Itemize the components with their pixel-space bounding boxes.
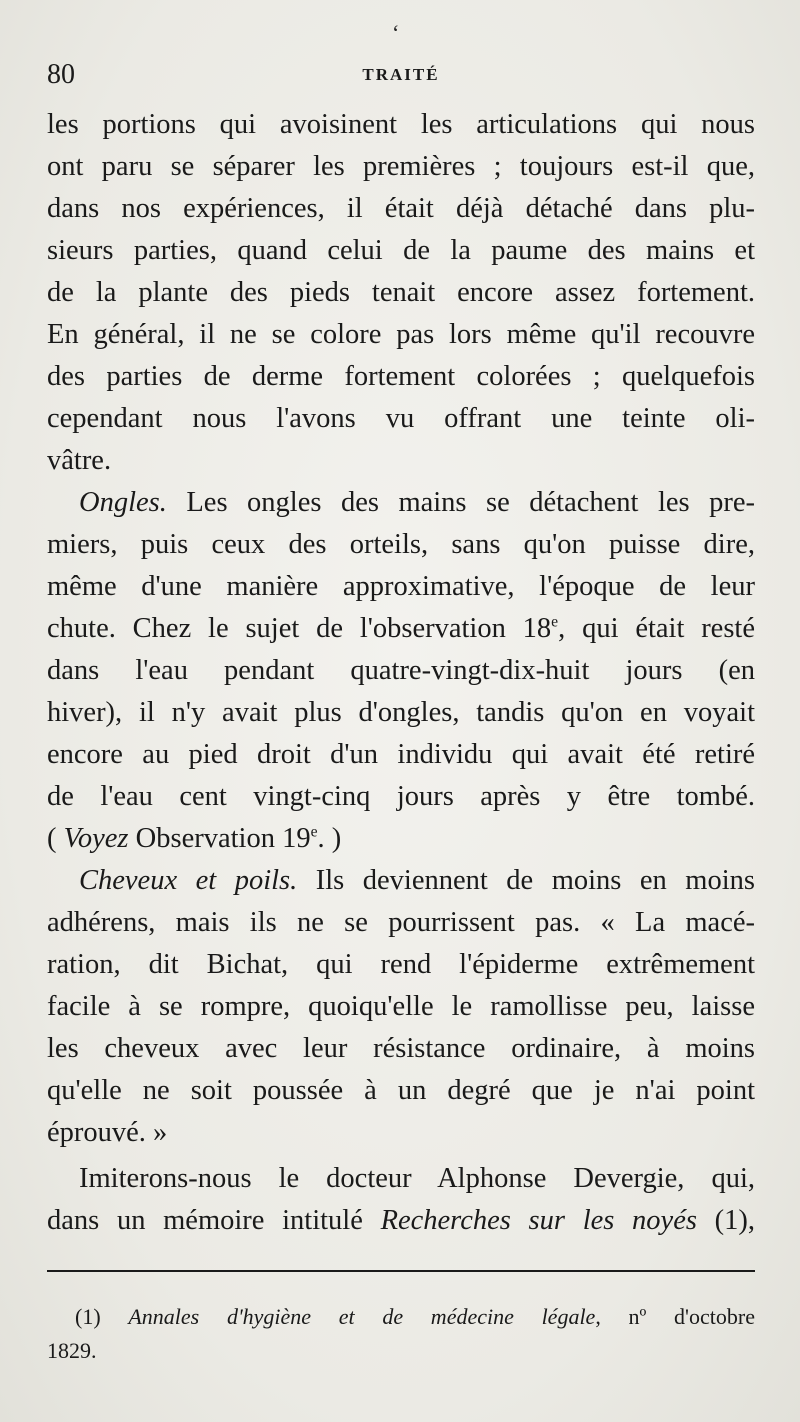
running-title: TRAITÉ	[362, 65, 440, 84]
work-title: Recherches sur les noyés	[380, 1205, 697, 1236]
text-fragment: dans un mémoire intitulé	[47, 1205, 381, 1236]
text-fragment: , qui était resté	[558, 613, 755, 644]
text-line: éprouvé. »	[47, 1117, 168, 1148]
text-line: qu'elle ne soit poussée à un degré que je n'ai point	[47, 1075, 755, 1106]
text-line	[47, 1200, 755, 1242]
text-line: dans l'eau pendant quatre-vingt-dix-huit jours (en	[47, 655, 755, 686]
page-number: 80	[47, 59, 75, 90]
superscript: e	[551, 613, 559, 631]
journal-title: Annales d'hygiène et de médecine légale	[128, 1304, 596, 1329]
text-fragment: chute. Chez le sujet de l'observation 18	[47, 613, 552, 644]
footnote-marker: (1)	[75, 1304, 129, 1329]
text-line	[47, 608, 755, 650]
text-line: hiver), il n'y avait plus d'ongles, tandis qu'on en voyait	[47, 697, 755, 728]
text-line: miers, puis ceux des orteils, sans qu'on puisse dire,	[47, 529, 755, 560]
cheveux-paragraph-start	[47, 860, 755, 902]
text-fragment: Les ongles des mains se détachent les pre-	[166, 487, 755, 518]
text-line: vâtre.	[47, 445, 112, 476]
text-line: sieurs parties, quand celui de la paume des mains et	[47, 235, 755, 266]
text-line: dans nos expériences, il était déjà détaché dans plu-	[47, 193, 755, 224]
ongles-paragraph-start	[47, 482, 755, 524]
text-line: ont paru se séparer les premières ; toujours est-il que,	[47, 151, 755, 182]
text-fragment: Observation 19	[128, 823, 311, 854]
text-line: les cheveux avec leur résistance ordinaire, à moins	[47, 1033, 755, 1064]
text-fragment: Ils deviennent de moins en moins	[297, 865, 755, 896]
text-line: facile à se rompre, quoiqu'elle le ramollisse peu, laisse	[47, 991, 755, 1022]
page-header	[47, 60, 755, 90]
text-line: de la plante des pieds tenait encore assez fortement.	[47, 277, 755, 308]
ongles-heading: Ongles.	[79, 487, 167, 518]
voyez-reference	[47, 818, 755, 860]
imiterons-paragraph-start: Imiterons-nous le docteur Alphonse Devergie, qui,	[79, 1163, 755, 1194]
text-fragment: (	[47, 823, 64, 854]
ink-speck: ‘	[392, 20, 400, 45]
text-line: ration, dit Bichat, qui rend l'épiderme extrêmement	[47, 949, 755, 980]
superscript: e	[310, 823, 318, 841]
footnote-rule	[47, 1270, 755, 1272]
footnote-line: 1829.	[47, 1338, 97, 1363]
text-line: même d'une manière approximative, l'époque de leur	[47, 571, 755, 602]
text-line: En général, il ne se colore pas lors même qu'il recouvre	[47, 319, 755, 350]
text-fragment: , nº d'octobre	[595, 1304, 755, 1329]
text-line: des parties de derme fortement colorées ; quelquefois	[47, 361, 755, 392]
voyez-italic: Voyez	[63, 823, 129, 854]
text-line: de l'eau cent vingt-cinq jours après y être tombé.	[47, 781, 755, 812]
footnote	[47, 1300, 755, 1368]
text-line: adhérens, mais ils ne se pourrissent pas. « La macé-	[47, 907, 755, 938]
text-line: les portions qui avoisinent les articulations qui nous	[47, 109, 755, 140]
text-line: encore au pied droit d'un individu qui avait été retiré	[47, 739, 755, 770]
text-fragment: . )	[317, 823, 342, 854]
text-line: cependant nous l'avons vu offrant une teinte oli-	[47, 403, 755, 434]
body-text	[47, 104, 755, 1242]
cheveux-heading: Cheveux et poils.	[79, 865, 298, 896]
footnote-line	[47, 1300, 755, 1334]
text-fragment: (1),	[696, 1205, 755, 1236]
